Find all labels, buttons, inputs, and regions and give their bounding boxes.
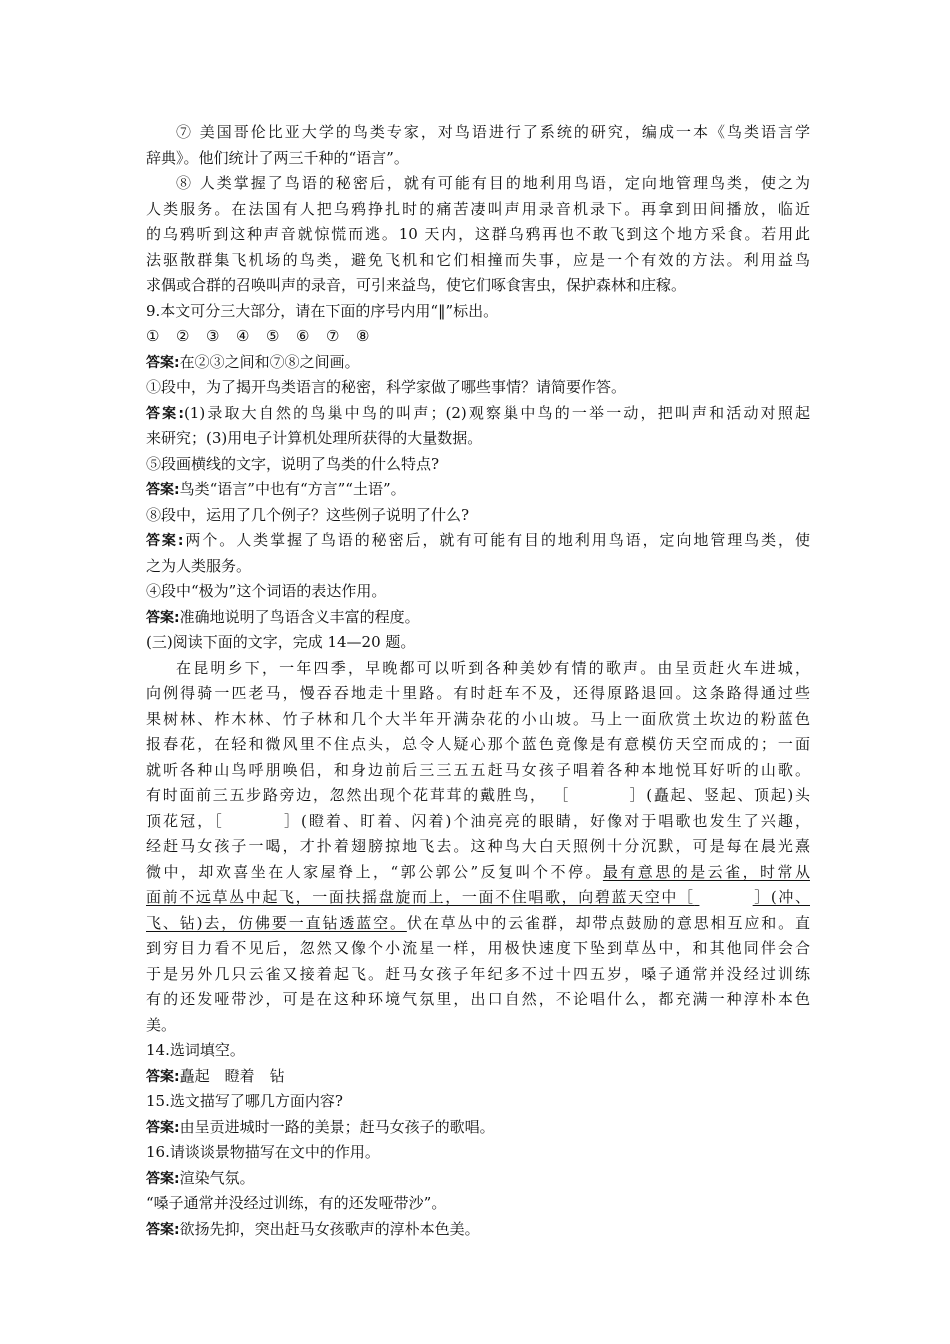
para8-line5: 求偶或合群的召唤叫声的录音，可引来益鸟，使它们啄食害虫，保护森林和庄稼。 xyxy=(146,276,687,294)
passage-text: 伏在草丛中的云雀群，却带点鼓励的意思相互应和。直 xyxy=(406,913,810,932)
para8-line2: 人类服务。在法国有人把乌鸦挣扎时的痛苦凄叫声用录音机录下。再拿到田间播放，临近 xyxy=(146,199,810,218)
para7-line2: 辞典》。他们统计了两三千种的“语言”。 xyxy=(146,148,409,167)
answer-text: 欲扬先抑，突出赶马女孩歌声的淳朴本色美。 xyxy=(179,1219,480,1238)
passage-line8: 经赶马女孩子一喝，才扑着翅膀掠地飞去。这种鸟大白天照例十分沉默，可是每在晨光熹 xyxy=(146,837,810,855)
answer-label: 答案: xyxy=(146,1068,180,1085)
section-number: ⑤ xyxy=(266,327,280,345)
answer-label: 答案: xyxy=(146,354,180,371)
answer-text: (1)录取大自然的鸟巢中鸟的叫声；(2)观察巢中鸟的一举一动，把叫声和活动对照起 xyxy=(183,403,810,422)
answer-15 xyxy=(146,1115,810,1141)
passage-line4: 报春花，在轻和微风里不住点头，总令人疑心那个蓝色竟像是有意模仿天空而成的；一面 xyxy=(146,735,810,753)
answer-label: 答案: xyxy=(146,1170,180,1187)
passage-line14: 有的还发哑带沙，可是在这种环境气氛里，出口自然，不论唱什么，都充满一种淳朴本色 xyxy=(146,990,810,1008)
answer-text: 在②③之间和⑦⑧之间画。 xyxy=(179,352,360,371)
answer-label: 答案: xyxy=(146,1119,180,1136)
question-16: 16.请谈谈景物描写在文中的作用。 xyxy=(146,1143,380,1161)
answer-label: 答案: xyxy=(146,1221,180,1238)
passage-line13: 于是另外几只云雀又接着起飞。赶马女孩子年纪多不过十四五岁，嗓子通常并没经过训练 xyxy=(146,964,810,983)
section-number: ① xyxy=(146,327,160,345)
answer-12-line2: 之为人类服务。 xyxy=(146,556,252,575)
passage-line5: 就听各种山鸟呼朋唤侣，和身边前后三三五五赶马女孩子唱着各种本地悦耳好听的山歌。 xyxy=(146,760,810,779)
answer-17 xyxy=(146,1217,810,1243)
passage-line2: 向例得骑一匹老马，慢吞吞地走十里路。有时赶车不及，还得原路退回。这条路得通过些 xyxy=(146,684,810,702)
section-number: ⑧ xyxy=(356,327,370,345)
passage-line10 xyxy=(146,885,810,911)
passage-line7 xyxy=(146,809,810,835)
question-10: ①段中，为了揭开鸟类语言的秘密，科学家做了哪些事情？请简要作答。 xyxy=(146,378,627,396)
answer-text: 渲染气氛。 xyxy=(179,1168,255,1187)
document-page xyxy=(146,120,810,1242)
answer-text: 鸟类“语言”中也有“方言”“土语”。 xyxy=(179,480,406,498)
para8-line3: 的乌鸦听到这种声音就惊慌而逃。10 天内，这群乌鸦再也不敢飞到这个地方采食。若用此 xyxy=(146,225,810,243)
answer-9 xyxy=(146,350,810,376)
passage-line15: 美。 xyxy=(146,1015,177,1034)
passage-line12: 到穷目力看不见后，忽然又像个小流星一样，用极快速度下坠到草丛中，和其他同伴会合 xyxy=(146,939,810,957)
answer-13 xyxy=(146,605,810,631)
answer-text: 两个。人类掌握了鸟语的秘密后，就有可能有目的地利用鸟语，定向地管理鸟类，使 xyxy=(183,531,810,549)
question-15: 15.选文描写了哪几方面内容? xyxy=(146,1092,343,1110)
answer-12-line1 xyxy=(146,528,810,554)
answer-text: 由呈贡进城时一路的美景；赶马女孩子的歌唱。 xyxy=(179,1117,495,1136)
passage-text: 微中，却欢喜坐在人家屋脊上，“郭公郭公”反复叫个不停。 xyxy=(146,862,603,881)
question-11: ⑤段画横线的文字，说明了鸟类的什么特点? xyxy=(146,454,440,473)
question-14: 14.选词填空。 xyxy=(146,1041,245,1059)
passage-line11 xyxy=(146,911,810,937)
question-17: “嗓子通常并没经过训练，有的还发哑带沙”。 xyxy=(146,1194,447,1212)
para7-line1: ⑦ 美国哥伦比亚大学的鸟类专家，对鸟语进行了系统的研究，编成一本《鸟类语言学 xyxy=(176,123,810,141)
answer-label: 答案: xyxy=(146,533,184,549)
answer-text: 准确地说明了鸟语含义丰富的程度。 xyxy=(179,607,420,626)
section-number: ② xyxy=(176,327,190,345)
question-12: ⑧段中，运用了几个例子？这些例子说明了什么? xyxy=(146,505,470,524)
underlined-text: 飞、钻)去，仿佛要一直钻透蓝空。 xyxy=(146,913,407,932)
passage-line1: 在昆明乡下，一年四季，早晚都可以听到各种美妙有情的歌声。由呈贡赶火车进城， xyxy=(176,658,810,677)
underlined-text: ］(冲、 xyxy=(752,888,810,906)
answer-label: 答案: xyxy=(146,609,180,626)
fill-blank[interactable] xyxy=(695,885,753,911)
section-number: ⑥ xyxy=(296,327,310,345)
section-3-heading: (三)阅读下面的文字，完成 14—20 题。 xyxy=(146,633,416,651)
underlined-text: 面前不远草丛中起飞，一面扶摇盘旋而上，一面不住唱歌，向碧蓝天空中［ xyxy=(146,888,695,906)
passage-text: 顶花冠，［ xyxy=(146,811,224,830)
para8-line1: ⑧ 人类掌握了鸟语的秘密后，就有可能有目的地利用鸟语，定向地管理鸟类，使之为 xyxy=(176,174,810,192)
question-9-numbers xyxy=(146,324,810,350)
passage-line6 xyxy=(146,783,810,809)
answer-text: 矗起 瞪着 钻 xyxy=(179,1066,285,1085)
section-number: ③ xyxy=(206,327,220,345)
section-number: ④ xyxy=(236,327,250,345)
answer-16 xyxy=(146,1166,810,1192)
answer-10-line1 xyxy=(146,401,810,427)
answer-label: 答案: xyxy=(146,482,180,498)
para8-line4: 法驱散群集飞机场的鸟类，避免飞机和它们相撞而失事，应是一个有效的方法。利用益鸟 xyxy=(146,250,810,269)
underlined-text: 最有意思的是云雀，时常从 xyxy=(602,862,810,881)
answer-14 xyxy=(146,1064,810,1090)
question-13: ④段中“极为”这个词语的表达作用。 xyxy=(146,582,387,600)
passage-line3: 果树林、柞木林、竹子林和几个大半年开满杂花的小山坡。马上一面欣赏土坎边的粉蓝色 xyxy=(146,709,810,728)
answer-label: 答案: xyxy=(146,405,184,422)
section-number: ⑦ xyxy=(326,327,340,345)
question-9: 9.本文可分三大部分，请在下面的序号内用“‖”标出。 xyxy=(146,301,499,320)
passage-line9 xyxy=(146,860,810,886)
answer-10-line2: 来研究；(3)用电子计算机处理所获得的大量数据。 xyxy=(146,429,483,447)
passage-text: ］(瞪着、盯着、闪着)个油亮亮的眼睛，好像对于唱歌也发生了兴趣， xyxy=(281,811,810,830)
answer-11 xyxy=(146,477,810,503)
passage-text: ］(矗起、竖起、顶起)头 xyxy=(627,786,810,804)
passage-text: 有时面前三五步路旁边，忽然出现个花茸茸的戴胜鸟， ［ xyxy=(146,786,570,804)
